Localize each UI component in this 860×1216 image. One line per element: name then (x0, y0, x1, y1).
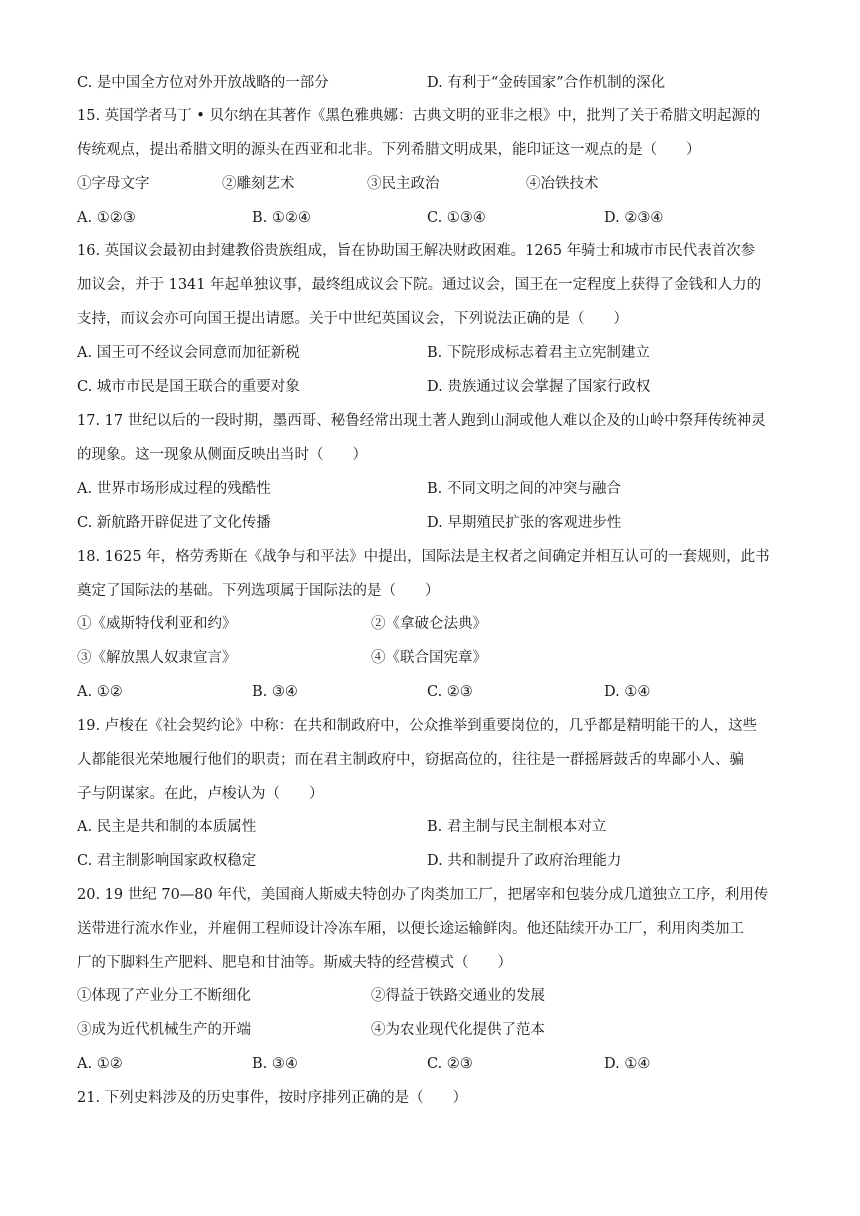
q16-stem-line-3: 支持，而议会亦可向国王提出请愿。关于中世纪英国议会，下列说法正确的是（ ） (77, 311, 628, 327)
q14-options-cd (77, 73, 797, 93)
q16-option-b: B. 下院形成标志着君主立宪制建立 (427, 345, 650, 361)
q17-options-ab (77, 479, 797, 499)
q15-item-3: ③民主政治 (367, 176, 440, 192)
q16-option-a: A. 国王可不经议会同意而加征新税 (77, 345, 300, 361)
q18-item-2: ②《拿破仑法典》 (371, 616, 487, 632)
q19-option-b: B. 君主制与民主制根本对立 (427, 819, 607, 835)
q20-stem-line-2: 送带进行流水作业，并雇佣工程师设计冷冻车厢，以便长途运输鲜肉。他还陆续开办工厂，利用肉类加工 (77, 921, 744, 937)
q18-item-3: ③《解放黑人奴隶宣言》 (77, 650, 237, 666)
q20-stem-line-3: 厂的下脚料生产肥料、肥皂和甘油等。斯威夫特的经营模式（ ） (77, 955, 512, 971)
q19-options-cd (77, 851, 797, 871)
q17-option-c: C. 新航路开辟促进了文化传播 (77, 515, 271, 531)
q19-options-ab (77, 817, 797, 837)
q18-options (77, 682, 797, 702)
q15-stem-line-2: 传统观点，提出希腊文明的源头在西亚和北非。下列希腊文明成果，能印证这一观点的是（ ） (77, 142, 701, 158)
q16-option-d: D. 贵族通过议会掌握了国家行政权 (427, 379, 651, 395)
q16-stem-line-2: 加议会，并于 1341 年起单独议事，最终组成议会下院。通过议会，国王在一定程度上获得了金钱和人力的 (77, 277, 762, 293)
q18-option-c: C. ②③ (427, 684, 473, 700)
q15-options (77, 208, 797, 228)
q20-item-4: ④为农业现代化提供了范本 (371, 1022, 545, 1038)
q18-items-34 (77, 648, 797, 668)
q20-options (77, 1054, 797, 1074)
q16-options-ab (77, 343, 797, 363)
q20-option-d: D. ①④ (604, 1056, 651, 1072)
q19-option-d: D. 共和制提升了政府治理能力 (427, 853, 622, 869)
q16-option-c: C. 城市市民是国王联合的重要对象 (77, 379, 300, 395)
q15-option-d: D. ②③④ (604, 210, 664, 226)
q15-item-1: ①字母文字 (77, 176, 150, 192)
q18-option-b: B. ③④ (252, 684, 298, 700)
q17-stem-line-1: 17. 17 世纪以后的一段时期，墨西哥、秘鲁经常出现土著人跑到山洞或他人难以企及的山岭中祭拜传统神灵 (77, 413, 766, 429)
q15-option-a: A. ①②③ (77, 210, 136, 226)
q16-stem-line-1: 16. 英国议会最初由封建教俗贵族组成，旨在协助国王解决财政困难。1265 年骑士和城市市民代表首次参 (77, 243, 756, 259)
q20-items-34 (77, 1020, 797, 1040)
q18-item-4: ④《联合国宪章》 (371, 650, 487, 666)
q19-stem-line-3: 子与阴谋家。在此，卢梭认为（ ） (77, 786, 324, 802)
q17-options-cd (77, 513, 797, 533)
q20-item-3: ③成为近代机械生产的开端 (77, 1022, 251, 1038)
q18-option-d: D. ①④ (604, 684, 651, 700)
q20-item-2: ②得益于铁路交通业的发展 (371, 988, 545, 1004)
q18-items-12 (77, 614, 797, 634)
q15-item-2: ②雕刻艺术 (222, 176, 295, 192)
q19-option-c: C. 君主制影响国家政权稳定 (77, 853, 257, 869)
q15-option-c: C. ①③④ (427, 210, 486, 226)
q16-options-cd (77, 377, 797, 397)
q19-stem-line-2: 人都能很光荣地履行他们的职责；而在君主制政府中，窃据高位的，往往是一群摇唇鼓舌的卑鄙小人、骗 (77, 752, 744, 768)
q17-stem-line-2: 的现象。这一现象从侧面反映出当时（ ） (77, 447, 367, 463)
q19-stem-line-1: 19. 卢梭在《社会契约论》中称：在共和制政府中，公众推举到重要岗位的，几乎都是精明能干的人，这些 (77, 718, 758, 734)
q18-stem-line-1: 18. 1625 年，格劳秀斯在《战争与和平法》中提出，国际法是主权者之间确定并相互认可的一套规则，此书 (77, 549, 770, 565)
q21-stem-line-1: 21. 下列史料涉及的历史事件，按时序排列正确的是（ ） (77, 1090, 468, 1106)
q17-option-a: A. 世界市场形成过程的残酷性 (77, 481, 271, 497)
q14-option-d: D. 有利于“金砖国家”合作机制的深化 (427, 75, 666, 91)
q20-items-12 (77, 986, 797, 1006)
q17-option-b: B. 不同文明之间的冲突与融合 (427, 481, 621, 497)
q18-option-a: A. ①② (77, 684, 123, 700)
q15-item-4: ④冶铁技术 (526, 176, 599, 192)
q20-item-1: ①体现了产业分工不断细化 (77, 988, 251, 1004)
q14-option-c: C. 是中国全方位对外开放战略的一部分 (77, 75, 329, 91)
q15-option-b: B. ①②④ (252, 210, 311, 226)
q15-items (77, 174, 797, 194)
q20-stem-line-1: 20. 19 世纪 70—80 年代，美国商人斯威夫特创办了肉类加工厂，把屠宰和包装分成几道独立工序，利用传 (77, 887, 769, 903)
q15-stem-line-1: 15. 英国学者马丁 • 贝尔纳在其著作《黑色雅典娜：古典文明的亚非之根》中，批判了关于希腊文明起源的 (77, 108, 761, 124)
q20-option-a: A. ①② (77, 1056, 123, 1072)
q20-option-c: C. ②③ (427, 1056, 473, 1072)
q17-option-d: D. 早期殖民扩张的客观进步性 (427, 515, 622, 531)
q18-item-1: ①《威斯特伐利亚和约》 (77, 616, 237, 632)
q19-option-a: A. 民主是共和制的本质属性 (77, 819, 257, 835)
q18-stem-line-2: 奠定了国际法的基础。下列选项属于国际法的是（ ） (77, 583, 440, 599)
q20-option-b: B. ③④ (252, 1056, 298, 1072)
